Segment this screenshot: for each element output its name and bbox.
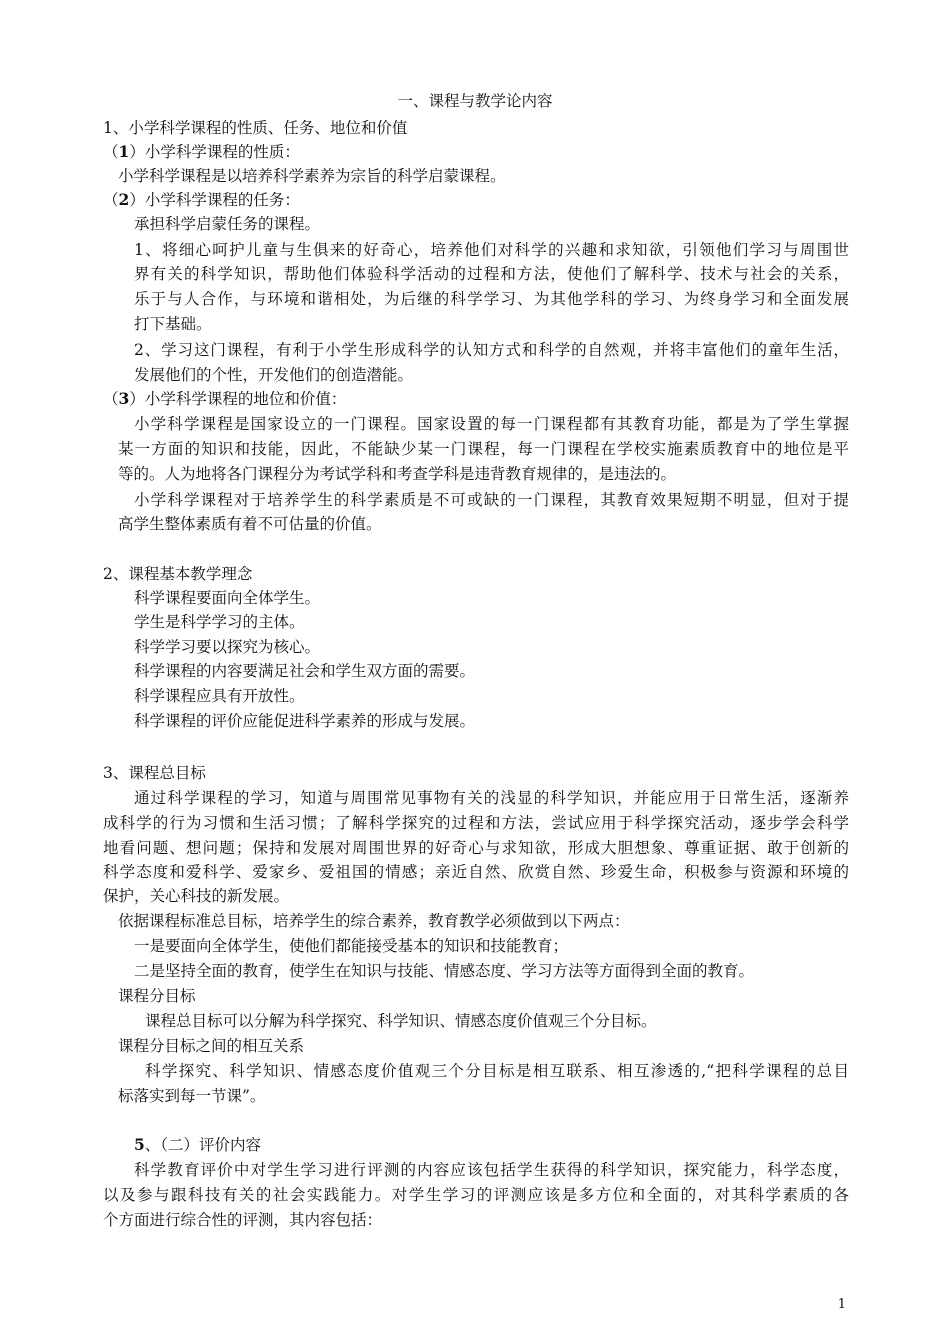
goal-point-2: 二是坚持全面的教育，使学生在知识与技能、情感态度、学习方法等方面得到全面的教育。 <box>134 962 755 980</box>
goal-para-line-3: 地看问题、想问题；保持和发展对周围世界的好奇心与求知欲，形成大胆想象、尊重证据、敢于创新的 <box>103 839 849 857</box>
page-number: 1 <box>837 1297 846 1312</box>
subsection-1-number: 1 <box>118 142 130 161</box>
goal-para-line-4: 科学态度和爱科学、爱家乡、爱祖国的情感；亲近自然、欣赏自然、珍爱生命，积极参与资源和环境的 <box>103 863 849 881</box>
concept-item: 科学课程应具有开放性。 <box>134 687 305 705</box>
goal-para-line-1: 通过科学课程的学习，知道与周围常见事物有关的浅显的科学知识，并能应用于日常生活，逐渐养 <box>134 789 849 807</box>
concept-item: 学生是科学学习的主体。 <box>134 613 305 631</box>
subsection-1-heading: （1）小学科学课程的性质： <box>103 142 300 161</box>
relation-text-line-2: 标落实到每一节课”。 <box>118 1087 266 1105</box>
subsection-1-label: ）小学科学课程的性质： <box>129 143 300 161</box>
value-para-1-line-1: 小学科学课程是国家设立的一门课程。国家设置的每一门课程都有其教育功能，都是为了学生掌握 <box>134 415 849 433</box>
goal-basis: 依据课程标准总目标，培养学生的综合素养，教育教学必须做到以下两点： <box>118 912 630 930</box>
concept-item: 科学课程的评价应能促进科学素养的形成与发展。 <box>134 712 476 730</box>
eval-para-line-3: 个方面进行综合性的评测，其内容包括： <box>103 1211 383 1229</box>
task-item-1-line-1: 1、将细心呵护儿童与生俱来的好奇心，培养他们对科学的兴趣和求知欲，引领他们学习与周围世 <box>134 241 849 259</box>
subsection-1-text: 小学科学课程是以培养科学素养为宗旨的科学启蒙课程。 <box>118 167 506 185</box>
task-item-1-line-4: 打下基础。 <box>134 315 212 333</box>
subsection-2-heading: （2）小学科学课程的任务： <box>103 190 300 209</box>
section-5-heading <box>134 1135 261 1155</box>
concept-item: 科学课程的内容要满足社会和学生双方面的需要。 <box>134 662 476 680</box>
section-5-label: 、（二）评价内容 <box>144 1136 262 1154</box>
task-item-2-line-2: 发展他们的个性，开发他们的创造潜能。 <box>134 366 414 384</box>
section-2-heading: 2、课程基本教学理念 <box>103 565 253 583</box>
section-1-heading: 1、小学科学课程的性质、任务、地位和价值 <box>103 119 408 137</box>
value-para-1-line-3: 等的。人为地将各门课程分为考试学科和考查学科是违背教育规律的，是违法的。 <box>118 465 677 483</box>
subsection-2-number: 2 <box>118 190 130 209</box>
subsection-3-heading: （3）小学科学课程的地位和价值： <box>103 389 347 408</box>
eval-para-line-2: 以及参与跟科技有关的社会实践能力。对学生学习的评测应该是多方位和全面的，对其科学素质的各 <box>103 1186 849 1204</box>
concept-item: 科学课程要面向全体学生。 <box>134 589 321 607</box>
relation-text-line-1: 科学探究、科学知识、情感态度价值观三个分目标是相互联系、相互渗透的,“把科学课程的总目 <box>145 1062 849 1080</box>
goal-point-1: 一是要面向全体学生，使他们都能接受基本的知识和技能教育； <box>134 937 569 955</box>
section-5-number: 5 <box>134 1135 145 1154</box>
goal-para-line-5: 保护，关心科技的新发展。 <box>103 887 290 905</box>
subsection-2-intro: 承担科学启蒙任务的课程。 <box>134 215 321 233</box>
concept-item: 科学学习要以探究为核心。 <box>134 638 321 656</box>
sub-goal-text: 课程总目标可以分解为科学探究、科学知识、情感态度价值观三个分目标。 <box>145 1012 657 1030</box>
subsection-3-number: 3 <box>118 389 130 408</box>
value-para-1-line-2: 某一方面的知识和技能，因此，不能缺少某一门课程，每一门课程在学校实施素质教育中的地位是平 <box>118 440 849 458</box>
task-item-1-line-2: 界有关的科学知识，帮助他们体验科学活动的过程和方法，使他们了解科学、技术与社会的关系， <box>134 265 849 283</box>
subsection-3-label: ）小学科学课程的地位和价值： <box>129 390 347 408</box>
sub-goal-heading: 课程分目标 <box>118 987 196 1005</box>
value-para-2-line-2: 高学生整体素质有着不可估量的价值。 <box>118 515 382 533</box>
section-3-heading: 3、课程总目标 <box>103 764 206 782</box>
goal-para-line-2: 成科学的行为习惯和生活习惯；了解科学探究的过程和方法，尝试应用于科学探究活动，逐步学会科学 <box>103 814 849 832</box>
value-para-2-line-1: 小学科学课程对于培养学生的科学素质是不可或缺的一门课程，其教育效果短期不明显，但对于提 <box>134 491 849 509</box>
relation-heading: 课程分目标之间的相互关系 <box>118 1037 305 1055</box>
subsection-2-label: ）小学科学课程的任务： <box>129 191 300 209</box>
task-item-1-line-3: 乐于与人合作，与环境和谐相处，为后继的科学学习、为其他学科的学习、为终身学习和全面发展 <box>134 290 849 308</box>
page-title: 一、课程与教学论内容 <box>397 92 553 110</box>
eval-para-line-1: 科学教育评价中对学生学习进行评测的内容应该包括学生获得的科学知识，探究能力，科学态度， <box>134 1161 849 1179</box>
task-item-2-line-1: 2、学习这门课程，有利于小学生形成科学的认知方式和科学的自然观，并将丰富他们的童年生活， <box>134 341 849 359</box>
